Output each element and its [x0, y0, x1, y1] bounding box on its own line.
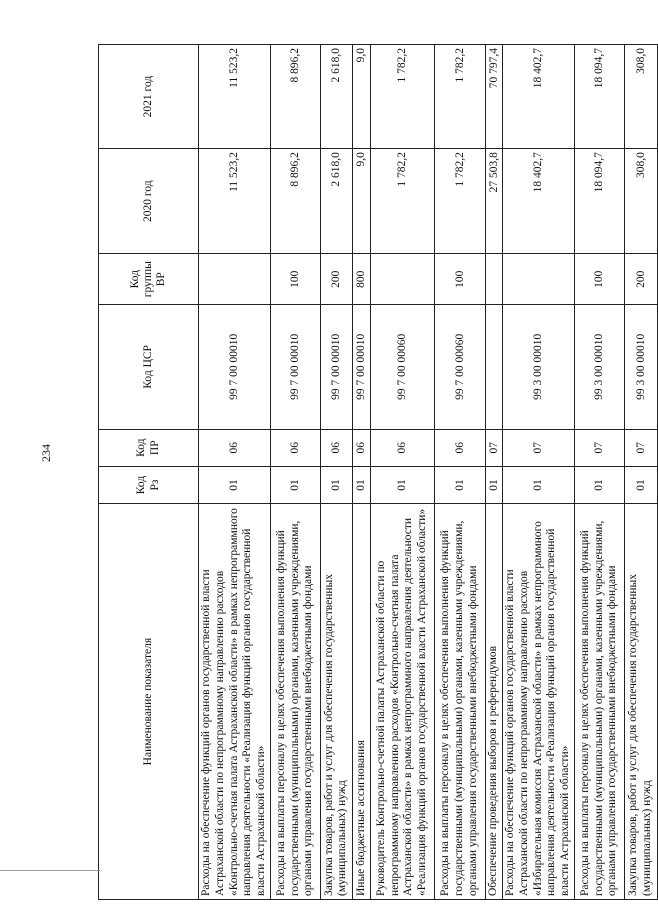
row-csr: 99 7 00 00010 [199, 305, 271, 429]
row-2021: 1 782,2 [434, 45, 485, 149]
table-row [485, 45, 502, 900]
row-name: Закупка товаров, работ и услуг для обеспечения государственных (муниципальных) нужд [320, 504, 352, 900]
table-row [352, 45, 370, 900]
row-2021: 18 094,7 [574, 45, 624, 149]
header-rz: Код Рз [99, 466, 199, 503]
header-vr: Код группы ВР [99, 254, 199, 305]
header-2021: 2021 год [99, 45, 199, 149]
row-2020: 308,0 [624, 149, 657, 254]
rotated-table-wrapper [98, 44, 653, 900]
row-pr: 07 [485, 429, 502, 466]
table-row [624, 45, 657, 900]
row-rz: 01 [574, 466, 624, 503]
row-name: Расходы на обеспечение функций органов государственной власти Астраханской области по непрограммному направлению расходов «Избирательная комиссия Астраханской области» в рамках непрограммного направления деятельности «Реализация функций органов государственной власти Астраханской области» [502, 504, 574, 900]
row-rz: 01 [624, 466, 657, 503]
row-vr: 100 [574, 254, 624, 305]
row-csr: 99 7 00 00010 [270, 305, 320, 429]
footer-divider [0, 870, 100, 871]
row-csr: 99 7 00 00010 [352, 305, 370, 429]
row-2021: 9,0 [352, 45, 370, 149]
row-name: Руководитель Контрольно-счетной палаты Астраханской области по непрограммному направлению расходов «Контрольно-счетная палата Астраханской области» в рамках непрограммного направления деятельности «Реализация функций органов государственной власти Астраханской области» [370, 504, 434, 900]
header-pr: Код ПР [99, 429, 199, 466]
row-rz: 01 [370, 466, 434, 503]
row-name: Расходы на обеспечение функций органов государственной власти Астраханской области по непрограммному направлению расходов «Контрольно-счетная палата Астраханской области» в рамках непрограммного направления деятельности «Реализация функций органов государственной власти Астраханской области» [199, 504, 271, 900]
table-row [320, 45, 352, 900]
row-2020: 1 782,2 [434, 149, 485, 254]
table-header-row [99, 45, 199, 900]
header-csr: Код ЦСР [99, 305, 199, 429]
row-2021: 18 402,7 [502, 45, 574, 149]
row-2021: 70 797,4 [485, 45, 502, 149]
row-name: Расходы на выплаты персоналу в целях обеспечения выполнения функций государственными (муниципальными) органами, казенными учреждениями, органами управления государственными внебюджетными фондами [574, 504, 624, 900]
row-vr: 800 [352, 254, 370, 305]
row-pr: 07 [624, 429, 657, 466]
row-2021: 2 618,0 [320, 45, 352, 149]
row-pr: 07 [574, 429, 624, 466]
row-2020: 18 402,7 [502, 149, 574, 254]
row-csr: 99 3 00 00010 [574, 305, 624, 429]
row-2020: 11 523,2 [199, 149, 271, 254]
page-number: 234 [39, 444, 53, 462]
row-name: Расходы на выплаты персоналу в целях обеспечения выполнения функций государственными (муниципальными) органами, казенными учреждениями, органами управления государственными внебюджетными фондами [270, 504, 320, 900]
row-vr [199, 254, 271, 305]
row-rz: 01 [199, 466, 271, 503]
row-2021: 1 782,2 [370, 45, 434, 149]
row-2020: 18 094,7 [574, 149, 624, 254]
row-vr: 100 [434, 254, 485, 305]
row-name: Расходы на выплаты персоналу в целях обеспечения выполнения функций государственными (муниципальными) органами, казенными учреждениями, органами управления государственными внебюджетными фондами [434, 504, 485, 900]
row-2020: 1 782,2 [370, 149, 434, 254]
row-vr [502, 254, 574, 305]
row-2020: 2 618,0 [320, 149, 352, 254]
row-vr: 200 [624, 254, 657, 305]
row-rz: 01 [502, 466, 574, 503]
row-pr: 06 [270, 429, 320, 466]
table-row [434, 45, 485, 900]
row-2020: 27 503,8 [485, 149, 502, 254]
row-vr: 200 [320, 254, 352, 305]
table-row [574, 45, 624, 900]
row-2021: 8 896,2 [270, 45, 320, 149]
row-pr: 06 [352, 429, 370, 466]
row-2021: 308,0 [624, 45, 657, 149]
row-pr: 06 [199, 429, 271, 466]
row-csr: 99 7 00 00060 [370, 305, 434, 429]
table-row [370, 45, 434, 900]
row-csr: 99 7 00 00060 [434, 305, 485, 429]
row-vr [485, 254, 502, 305]
row-rz: 01 [352, 466, 370, 503]
row-pr: 06 [320, 429, 352, 466]
row-rz: 01 [270, 466, 320, 503]
table-row [270, 45, 320, 900]
row-2021: 11 523,2 [199, 45, 271, 149]
row-csr [485, 305, 502, 429]
budget-table [98, 44, 658, 900]
row-rz: 01 [485, 466, 502, 503]
row-name: Закупка товаров, работ и услуг для обеспечения государственных (муниципальных) нужд [624, 504, 657, 900]
row-pr: 06 [370, 429, 434, 466]
table-row [502, 45, 574, 900]
row-2020: 9,0 [352, 149, 370, 254]
row-pr: 06 [434, 429, 485, 466]
row-rz: 01 [434, 466, 485, 503]
header-name: Наименование показателя [99, 504, 199, 900]
rotated-table-frame [98, 44, 653, 900]
table-row [199, 45, 271, 900]
row-name: Обеспечение проведения выборов и референдумов [485, 504, 502, 900]
row-csr: 99 3 00 00010 [624, 305, 657, 429]
row-pr: 07 [502, 429, 574, 466]
row-rz: 01 [320, 466, 352, 503]
header-2020: 2020 год [99, 149, 199, 254]
row-2020: 8 896,2 [270, 149, 320, 254]
row-name: Иные бюджетные ассигнования [352, 504, 370, 900]
row-csr: 99 7 00 00010 [320, 305, 352, 429]
row-csr: 99 3 00 00010 [502, 305, 574, 429]
row-vr: 100 [270, 254, 320, 305]
row-vr [370, 254, 434, 305]
